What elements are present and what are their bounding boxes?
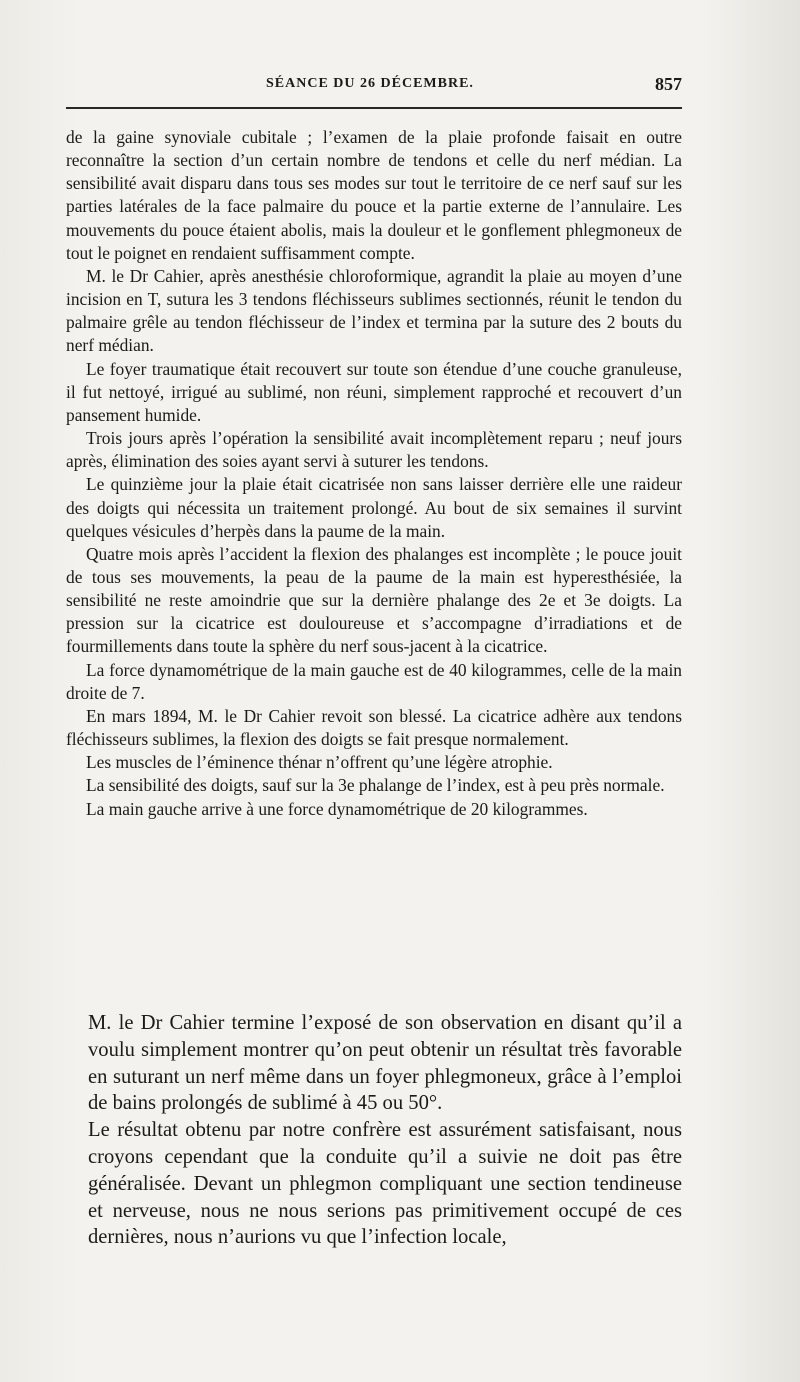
paragraph: En mars 1894, M. le Dr Cahier revoit son blessé. La cicatrice adhère aux tendons fléchisseurs sublimes, la flexion des doigts se fait presque normalement. — [66, 705, 682, 750]
paragraph: Le quinzième jour la plaie était cicatrisée non sans laisser derrière elle une raideur des doigts qui nécessita un traitement prolongé. Au bout de six semaines il survint quelques vésicules d’herpès dans la paume de la main. — [66, 474, 682, 541]
paragraph: La force dynamométrique de la main gauche est de 40 kilogrammes, celle de la main droite de 7. — [66, 659, 682, 703]
paragraph: La sensibilité des doigts, sauf sur la 3e phalange de l’index, est à peu près normale. — [86, 775, 665, 796]
paragraph: Trois jours après l’opération la sensibilité avait incomplètement reparu ; neuf jours après, élimination des soies ayant servi à suturer les tendons. — [66, 428, 682, 472]
case-report-text — [66, 126, 682, 821]
paragraph: Les muscles de l’éminence thénar n’offrent qu’une légère atrophie. — [86, 752, 553, 773]
commentary-text — [88, 1010, 682, 1251]
running-header — [66, 76, 682, 100]
paragraph: Quatre mois après l’accident la flexion des phalanges est incomplète ; le pouce jouit de tous ses mouvements, la peau de la paume de la main est hyperesthésiée, la sensibilité ne reste amoindrie que sur la dernière phalange des 2e et 3e doigts. La pression sur la cicatrice est douloureuse et s’accompagne d’irradiations et de fourmillements dans toute la sphère du nerf sous-jacent à la cicatrice. — [66, 543, 682, 657]
paragraph: M. le Dr Cahier, après anesthésie chloroformique, agrandit la plaie au moyen d’une incision en T, sutura les 3 tendons fléchisseurs sublimes sectionnés, réunit le tendon du palmaire grêle au tendon fléchisseur de l’index et termina par la suture des 2 bouts du nerf médian. — [66, 265, 682, 356]
paragraph: Le foyer traumatique était recouvert sur toute son étendue d’une couche granuleuse, il fut nettoyé, irrigué au sublimé, non réuni, simplement rapproché et recouvert d’un pansement humide. — [66, 358, 682, 425]
header-rule — [66, 107, 682, 109]
paragraph: La main gauche arrive à une force dynamométrique de 20 kilogrammes. — [86, 798, 588, 819]
paragraph: de la gaine synoviale cubitale ; l’examen de la plaie profonde faisait en outre reconnaître la section d’un certain nombre de tendons et celle du nerf médian. La sensibilité avait disparu dans tous ses modes sur tout le territoire de ce nerf sauf sur les parties latérales de la face palmaire du pouce et la partie externe de l’annulaire. Les mouvements du pouce étaient abolis, mais la douleur et le gonflement phlegmoneux de tout le poignet en rendaient suffisamment compte. — [66, 127, 682, 263]
running-title: SÉANCE DU 26 DÉCEMBRE. — [266, 76, 474, 91]
paragraph: M. le Dr Cahier termine l’exposé de son observation en disant qu’il a voulu simplement montrer qu’on peut obtenir un résultat très favorable en suturant un nerf même dans un foyer phlegmoneux, grâce à l’emploi de bains prolongés de sublimé à 45 ou 50°. — [88, 1012, 682, 1115]
page-number: 857 — [655, 74, 682, 94]
paragraph: Le résultat obtenu par notre confrère est assurément satisfaisant, nous croyons cependant que la conduite qu’il a suivie ne doit pas être généralisée. Devant un phlegmon compliquant une section tendineuse et nerveuse, nous ne nous serions pas primitivement occupé de ces dernières, nous n’aurions vu que l’infection locale, — [88, 1119, 682, 1249]
